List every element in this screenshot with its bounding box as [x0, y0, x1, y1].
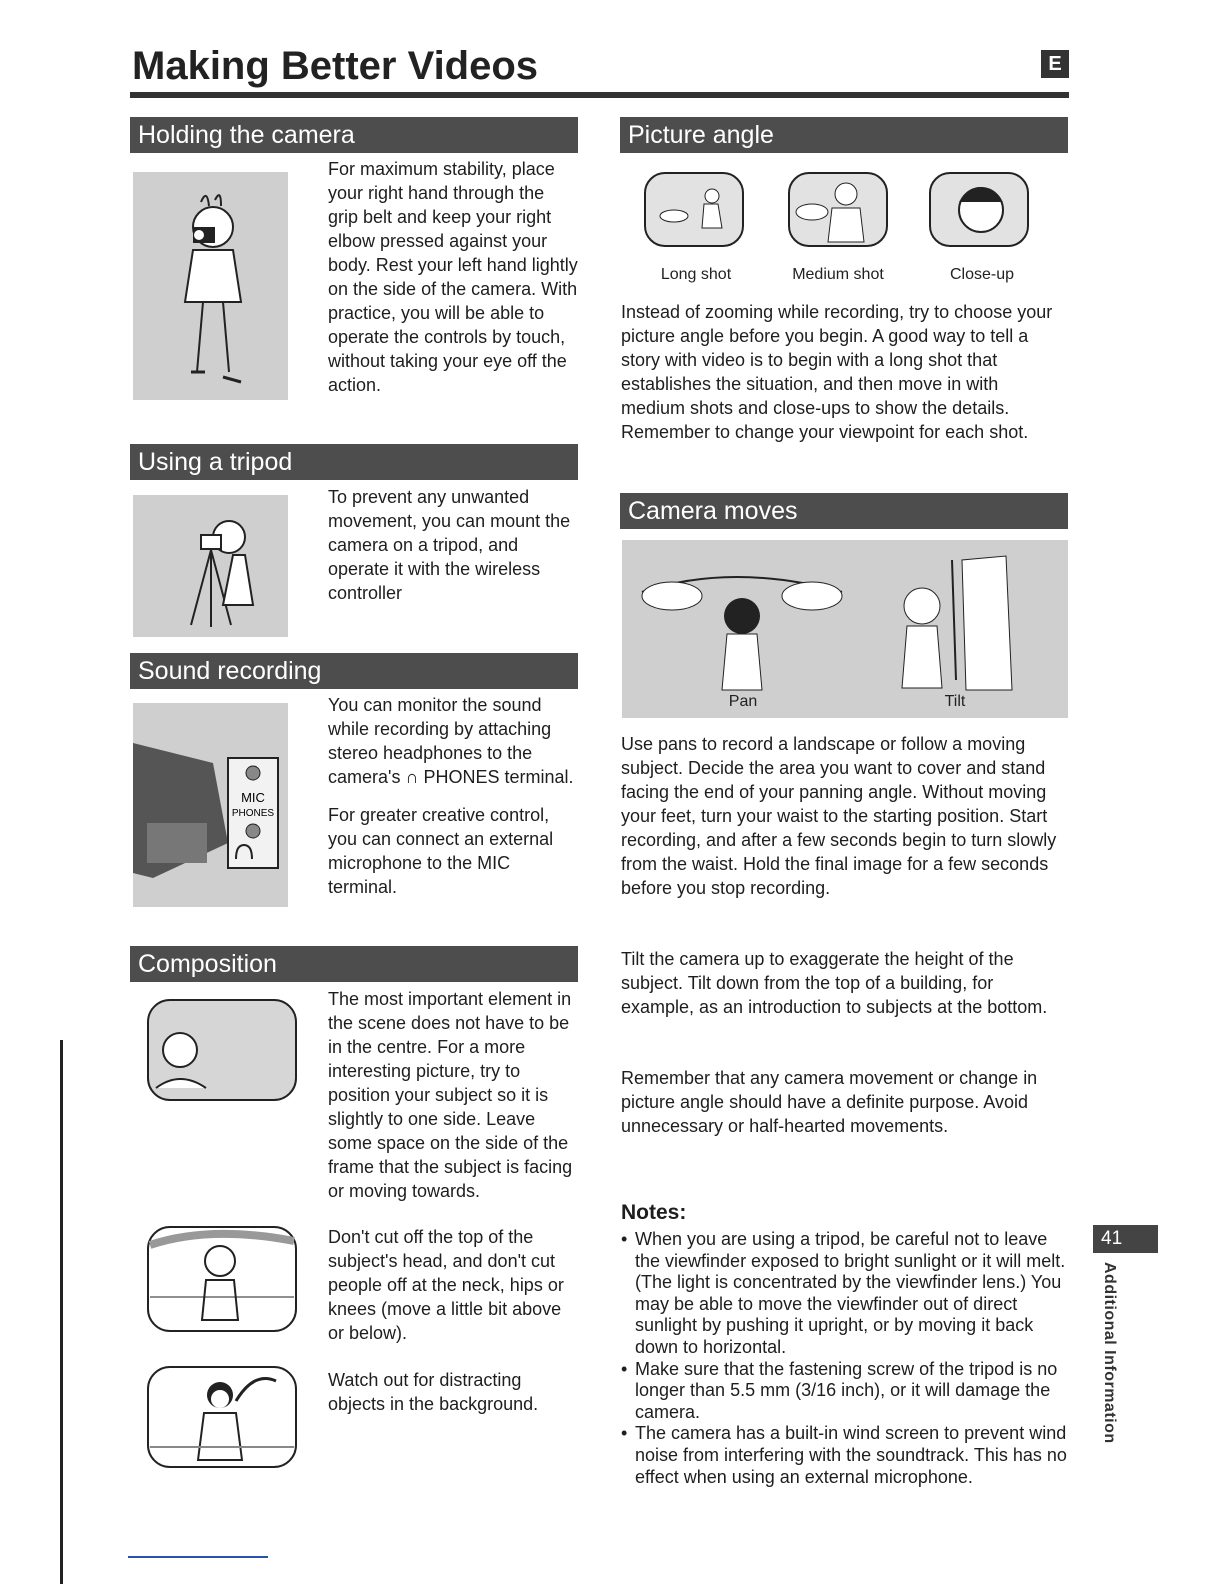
illustration-long-shot: [644, 172, 744, 247]
notes-section: [621, 1201, 1067, 1488]
illustration-close-up: [929, 172, 1029, 247]
composition-text-2: Don't cut off the top of the subject's head, and don't cut people off at the neck, hips or knees (move a little bit above or below).: [328, 1227, 564, 1343]
illustration-composition-3: [146, 1365, 298, 1471]
sound-text-1-end: PHONES terminal.: [423, 767, 574, 787]
illustration-medium-shot: [788, 172, 888, 247]
illustration-tripod: [133, 495, 288, 637]
pen-mark: [128, 1556, 268, 1558]
picture-angle-text: Instead of zooming while recording, try to choose your picture angle before you begin. A good way to tell a story with video is to begin with a long shot that establishes the situation, and then move in with medium shots and close-ups to show the details. Remember to change your viewpoint for each shot.: [621, 302, 1053, 442]
composition-text-1: The most important element in the scene does not have to be in the centre. For a more interesting picture, try to position your subject so it is slightly to one side. Leave some space on the side of the frame that the subject is facing or moving towards.: [328, 989, 573, 1201]
illustration-composition-1: [146, 998, 298, 1104]
illustration-composition-2: [146, 1225, 298, 1335]
headphone-icon: ∩: [405, 767, 419, 787]
camera-moves-text-2: Tilt the camera up to exaggerate the height of the subject. Tilt down from the top of a building, for example, as an introduction to subjects at the bottom.: [621, 949, 1048, 1017]
note-item: • Make sure that the fastening screw of the tripod is no longer than 5.5 mm (3/16 inch), or it will damage the camera.: [621, 1359, 1067, 1424]
section-heading-camera-moves: Camera moves: [620, 493, 1068, 529]
caption-medium-shot: Medium shot: [792, 266, 884, 283]
tripod-text: To prevent any unwanted movement, you can mount the camera on a tripod, and operate it with the wireless controller: [328, 487, 571, 603]
label-tilt: Tilt: [944, 693, 966, 710]
note-item: • When you are using a tripod, be careful not to leave the viewfinder exposed to bright sunlight or it will melt. (The light is concentrated by the viewfinder lens.) You may be able to move the viewfinder out of direct sunlight by pushing it upright, or by moving it back down to horizontal.: [621, 1229, 1067, 1359]
sound-text-block: [328, 693, 578, 899]
illustration-camera-moves: [622, 540, 1068, 718]
binding-edge-line: [60, 1040, 63, 1584]
terminal-label-phones: PHONES: [231, 808, 275, 819]
camera-moves-text-1: Use pans to record a landscape or follow a moving subject. Decide the area you want to cover and stand facing the end of your panning angle. Without moving your feet, turn your waist to the starting position. Start recording, and after a few seconds begin to turn slowly from the waist. Hold the final image for a few seconds before you stop recording.: [621, 734, 1057, 898]
label-pan: Pan: [728, 693, 758, 710]
composition-text-3: Watch out for distracting objects in the background.: [328, 1370, 539, 1414]
caption-close-up: Close-up: [949, 266, 1015, 283]
notes-title: Notes:: [621, 1201, 687, 1224]
holding-text: For maximum stability, place your right hand through the grip belt and keep your right elbow pressed against your body. Rest your left hand lightly on the side of the camera. With practice, you will be able to operate the controls by touch, without taking your eye off the action.: [328, 159, 578, 395]
caption-long-shot: Long shot: [660, 266, 732, 283]
section-heading-sound: Sound recording: [130, 653, 578, 689]
illustration-terminals: [133, 703, 288, 907]
side-section-label: Additional Information: [1101, 1262, 1118, 1444]
sound-text-1: You can monitor the sound while recording by attaching stereo headphones to the camera's: [328, 695, 552, 787]
section-heading-tripod: Using a tripod: [130, 444, 578, 480]
page-title: Making Better Videos: [132, 44, 539, 88]
section-heading-holding: Holding the camera: [130, 117, 578, 153]
camera-moves-text-3: Remember that any camera movement or change in picture angle should have a definite purpose. Avoid unnecessary or half-hearted movements.: [621, 1068, 1038, 1136]
note-item: • The camera has a built-in wind screen to prevent wind noise from interfering with the soundtrack. This has no effect when using an external microphone.: [621, 1423, 1067, 1488]
title-rule: [130, 92, 1069, 98]
terminal-label-mic: MIC: [241, 790, 265, 805]
section-heading-composition: Composition: [130, 946, 578, 982]
language-badge: E: [1041, 50, 1069, 78]
sound-text-2: For greater creative control, you can connect an external microphone to the MIC terminal.: [328, 805, 554, 897]
page-number: 41: [1093, 1225, 1158, 1253]
section-heading-picture-angle: Picture angle: [620, 117, 1068, 153]
illustration-holding-camera: [133, 172, 288, 400]
